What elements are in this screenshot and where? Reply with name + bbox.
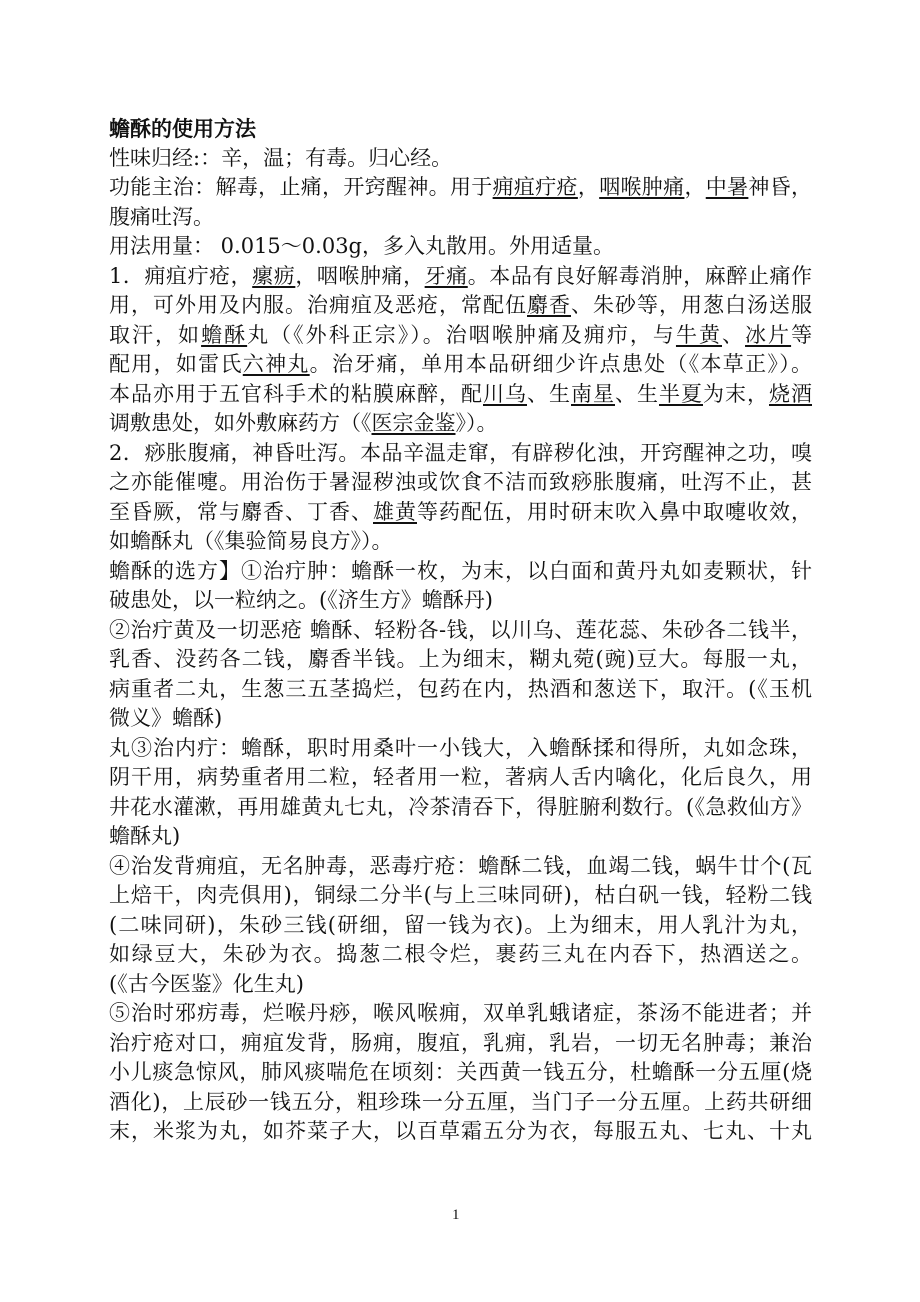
text-segment: ，咽喉肿痛，	[295, 263, 425, 288]
linked-term[interactable]: 烧酒	[769, 381, 812, 406]
linked-term[interactable]: 南星	[571, 381, 615, 406]
text-segment: 丸③治内疔：蟾酥，职时用桑叶一小钱大，入蟾酥揉和得所，丸如念珠，	[109, 735, 812, 760]
text-line	[109, 675, 812, 705]
text-line	[109, 557, 812, 587]
text-line	[109, 911, 812, 941]
text-segment: 取汗，如	[109, 322, 202, 347]
text-line	[109, 1029, 812, 1059]
text-line	[109, 203, 812, 233]
text-segment: 腹痛吐泻。	[109, 204, 214, 229]
text-segment: 1．痈疽疔疮，	[109, 263, 253, 288]
text-line	[109, 881, 812, 911]
document-body	[109, 114, 812, 1147]
text-line	[109, 321, 812, 351]
text-segment: 》）。	[455, 411, 498, 435]
text-segment: 酒化)，上辰砂一钱五分，粗珍珠一分五厘，当门子一分五厘。上药共研细	[109, 1089, 812, 1114]
text-segment: 如蟾酥丸（《集验简易良方》）。	[109, 529, 393, 553]
text-segment: 。治牙痛，单用本品研细少许点患处（《本草正》）。	[309, 352, 812, 376]
text-line	[109, 1088, 812, 1118]
text-segment: 配用，如雷氏	[109, 352, 243, 376]
text-segment: (《古今医鉴》化生丸)	[109, 971, 304, 996]
text-segment: 、生	[615, 381, 659, 406]
text-segment: 至昏厥，常与麝香、丁香、	[109, 499, 373, 524]
text-segment: 等药配伍，用时研末吹入鼻中取嚏收效，	[417, 499, 812, 524]
text-segment: 用法用量： 0.015～0.03g，多入丸散用。外用适量。	[109, 234, 614, 258]
text-segment: 病重者二丸，生葱三五茎捣烂，包药在内，热酒和葱送下，取汗。(《玉机	[109, 676, 812, 701]
text-segment: 蟾酥的选方】①治疔肿：蟾酥一枚，为末，以白面和黄丹丸如麦颗状，针	[109, 558, 812, 583]
text-segment: 破患处，以一粒纳之。(《济生方》蟾酥丹)	[109, 588, 493, 612]
linked-term[interactable]: 牙痛	[424, 263, 468, 288]
text-segment: ，	[577, 175, 600, 199]
text-line	[109, 970, 812, 1000]
text-line	[109, 734, 812, 764]
text-segment: 、	[722, 322, 746, 347]
text-segment: 、生	[527, 381, 571, 406]
text-segment: 、朱砂等，用葱白汤送服	[571, 293, 812, 317]
linked-term[interactable]: 六神丸	[242, 352, 310, 376]
text-segment: 治疔疮对口，痈疽发背，肠痈，腹疽，乳痈，乳岩，一切无名肿毒；兼治	[109, 1030, 812, 1055]
text-line	[109, 940, 812, 970]
linked-term[interactable]: 半夏	[659, 381, 703, 406]
text-line	[109, 527, 812, 557]
text-segment: 井花水灌漱，再用雄黄丸七丸，冷茶清吞下，得脏腑利数行。(《急救仙方》	[109, 794, 812, 819]
text-segment: 神昏，	[748, 175, 812, 199]
text-line	[109, 763, 812, 793]
linked-term[interactable]: 雄黄	[373, 499, 417, 524]
text-segment: ⑤治时邪疠毒，烂喉丹痧，喉风喉痈，双单乳蛾诸症，茶汤不能进者；并	[109, 1001, 812, 1025]
text-line	[109, 262, 812, 292]
linked-term[interactable]: 川乌	[483, 381, 527, 406]
text-line	[109, 350, 812, 380]
text-line	[109, 232, 812, 262]
text-segment: 2．痧胀腹痛，神昏吐泻。本品辛温走窜，有辟秽化浊，开窍醒神之功，嗅	[109, 440, 812, 465]
linked-term[interactable]: 冰片	[745, 322, 792, 347]
text-line	[109, 1058, 812, 1088]
linked-term[interactable]: 麝香	[527, 293, 571, 317]
text-segment: 等	[791, 322, 813, 347]
text-line	[109, 586, 812, 616]
text-line	[109, 704, 812, 734]
linked-term[interactable]: 蟾酥	[201, 322, 248, 347]
text-segment: 本品亦用于五官科手术的粘膜麻醉，配	[109, 381, 483, 406]
text-segment: ，	[684, 175, 706, 199]
linked-term[interactable]: 咽喉肿痛	[599, 175, 685, 199]
text-line	[109, 616, 812, 646]
page-number: 1	[452, 1207, 460, 1223]
text-segment: 。本品有良好解毒消肿，麻醉止痛作	[467, 263, 813, 288]
text-line	[109, 793, 812, 823]
text-segment: ②治疔黄及一切恶疮 蟾酥、轻粉各-钱，以川乌、莲花蕊、朱砂各二钱半，	[109, 617, 812, 642]
document-text	[109, 144, 812, 1147]
text-segment: 用，可外用及内服。治痈疽及恶疮，常配伍	[109, 293, 527, 317]
text-segment: 小儿痰急惊风，肺风痰喘危在顷刻：关西黄一钱五分，杜蟾酥一分五厘(烧	[109, 1060, 812, 1084]
linked-term[interactable]: 瘰疬	[252, 263, 296, 288]
text-segment: 丸（《外科正宗》）。治咽喉肿痛及痈疖，与	[247, 322, 676, 347]
text-line	[109, 822, 812, 852]
text-line	[109, 999, 812, 1029]
text-segment: ④治发背痈疽，无名肿毒，恶毒疔疮：蟾酥二钱，血竭二钱，蜗牛廿个(瓦	[109, 853, 812, 878]
text-line	[109, 498, 812, 528]
text-segment: 性味归经:：辛，温；有毒。归心经。	[109, 145, 453, 170]
text-segment: 微义》蟾酥)	[109, 706, 223, 730]
text-line	[109, 173, 812, 203]
text-line	[109, 380, 812, 410]
text-line	[109, 852, 812, 882]
text-segment: 功能主治：解毒，止痛，开窍醒神。用于	[109, 175, 493, 199]
text-line	[109, 291, 812, 321]
text-segment: (二味同研)，朱砂三钱(研细，留一钱为衣)。上为细末，用人乳汁为丸，	[109, 912, 812, 937]
linked-term[interactable]: 医宗金鉴	[371, 411, 456, 435]
text-segment: 调敷患处，如外敷麻药方（《	[109, 411, 372, 435]
text-line	[109, 144, 812, 174]
text-segment: 为末，	[703, 381, 769, 406]
linked-term[interactable]: 牛黄	[675, 322, 722, 347]
text-line	[109, 439, 812, 469]
linked-term[interactable]: 中暑	[705, 175, 749, 199]
text-segment: 阴干用，病势重者用二粒，轻者用一粒，著病人舌内噙化，化后良久，用	[109, 765, 812, 789]
linked-term[interactable]: 痈疽疔疮	[492, 175, 578, 199]
text-line	[109, 645, 812, 675]
text-segment: 之亦能催嚏。用治伤于暑湿秽浊或饮食不洁而致痧胀腹痛，吐泻不止，甚	[109, 470, 812, 494]
text-segment: 乳香、没药各二钱，麝香半钱。上为细末，糊丸菀(豌)豆大。每服一丸，	[109, 647, 812, 671]
text-segment: 上焙干，肉壳俱用)，铜绿二分半(与上三味同研)，枯白矾一钱，轻粉二钱	[109, 883, 812, 907]
text-segment: 蟾酥丸)	[109, 824, 181, 848]
text-line	[109, 1117, 812, 1147]
document-title: 蟾酥的使用方法	[109, 116, 256, 141]
text-line	[109, 468, 812, 498]
text-segment: 末，米浆为丸，如芥菜子大，以百草霜五分为衣，每服五丸、七丸、十丸	[109, 1119, 812, 1143]
text-line	[109, 409, 812, 439]
text-segment: 如绿豆大，朱砂为衣。捣葱二根令烂，裹药三丸在内吞下，热酒送之。	[109, 942, 812, 966]
